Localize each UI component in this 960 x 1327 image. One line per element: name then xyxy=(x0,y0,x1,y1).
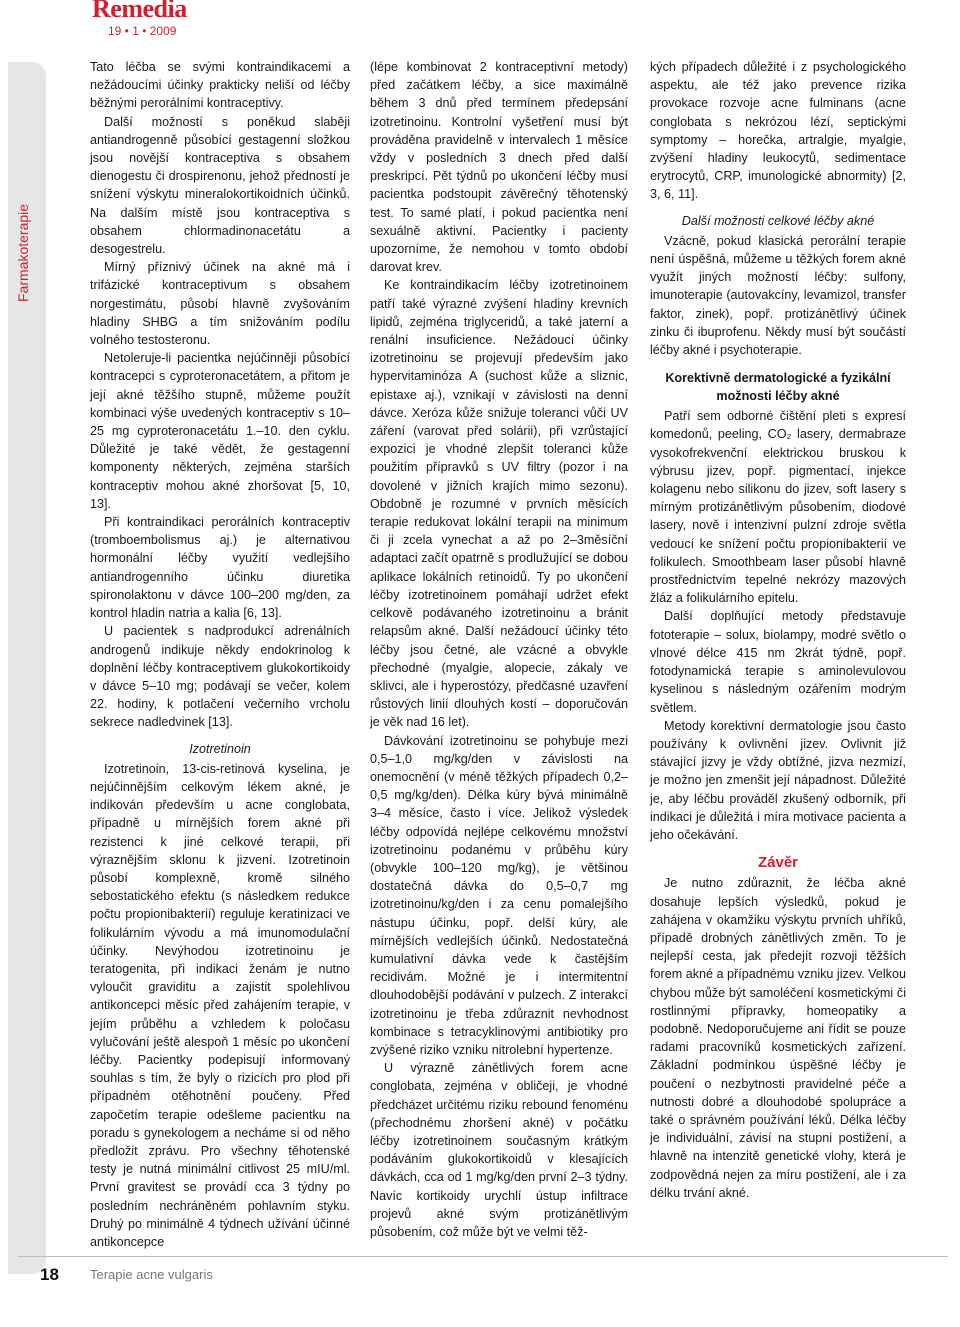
section-label xyxy=(13,203,33,302)
column-2 xyxy=(370,58,628,1241)
section-heading-izotretinoin: Izotretinoin xyxy=(189,741,251,756)
paragraph: Mírný příznivý účinek na akné má i trifázické kontraceptivum s obsahem norgestimátu, působí hlavně zvyšováním hladiny SHBG a tím snižováním podílu volného testosteronu. xyxy=(90,260,350,348)
paragraph: Je nutno zdůraznit, že léčba akné dosahuje lepších výsledků, pokud je zahájena v okamžiku výskytu prvních uhříků, případě drobných zánětlivých změn. To je nejlepší cesta, jak předejít rozvoji těžších forem akné a případnému vzniku jizev. Velkou chybou může být samoléčení kosmetickými či rostlinnými přípravky, homeopatiky a podobně. Nedoporučujeme ani řídit se pouze radami pracovníků kosmetických zařízení. Základní podmínkou úspěšné léčby je poučení o nezbytnosti pravidelné péče a nutnosti dobré a dlouhodobé spolupráce a také o správném používání léků. Délka léčby je individuální, závisí na stupni postižení, a hlavně na intenzitě genetické vlohy, která je zodpovědná nejen za míru postižení, ale i za délku trvání akné. xyxy=(650,876,906,1200)
column-1 xyxy=(90,58,350,1251)
paragraph: Další možností s poněkud slaběji antiandrogenně působící gestagenní složkou jsou novější kontraceptiva s obsahem dienogestu či drospirenonu, jehož předností je snížení výskytu mineralokortikoidních účinků. Na dalším místě jsou kontraceptiva s obsahem chlormadinonacetátu a desogestrelu. xyxy=(90,114,350,257)
page-footer xyxy=(18,1262,948,1292)
paragraph: (lépe kombinovat 2 kontraceptivní metody) před začátkem léčby, a sice maximálně během 3 dnů před termínem předepsání izotretinoinu. Kontrolní vyšetření musí být prováděna pravidelně v intervalech 1 měsíce vždy v posledních 3 dnech před další preskripcí. Pět týdnů po ukončení léčby musí pacientka podstoupit závěrečný těhotenský test. To samé platí, i pokud pacientka není sexuálně aktivní. Pacientky i pacienty upozorníme, že nemohou v tomto období darovat krev. xyxy=(370,60,628,275)
section-heading-korektivni: Korektivně dermatologické a fyzikální možnosti léčby akné xyxy=(665,371,891,404)
paragraph: Při kontraindikaci perorálních kontraceptiv (tromboembolismus aj.) je alternativou hormonální léčby využití vedlejšího antiandrogenního účinku diuretika spironolaktonu v dávce 100–200 mg/den, za kontrol hladin natria a kalia [6, 13]. xyxy=(90,515,350,621)
running-title: Terapie acne vulgaris xyxy=(90,1267,213,1282)
section-heading-zaver: Závěr xyxy=(757,854,799,872)
paragraph: U pacientek s nadprodukcí adrenálních androgenů indikuje někdy endokrinolog k doplnění léčby kontraceptivem glukokortikoidy v dávce 5–10 mg; podávají se večer, kolem 22. hodiny, k potlačení večerního vrcholu sekrece nadledvinek [13]. xyxy=(90,624,350,730)
paragraph: Izotretinoin, 13-cis-retinová kyselina, je nejúčinnějším celkovým lékem akné, je indikován především u acne conglobata, případně u mírnějších forem akné při rezistenci k jiné celkové terapii, při výraznějším sklonu k jizvení. Izotretinoin působí komplexně, kromě silného sebostatického efektu (s následkem redukce počtu propionibakterií) reguluje keratinizaci ve folikulárním vývodu a má imunomodulační účinky. Nevýhodou izotretinoinu je teratogenita, při indikaci ženám je nutno vyloučit graviditu a zajistit spolehlivou antikoncepci měsíc před zahájením terapie, v jejím průběhu a vzhledem k poločasu vylučování ještě alespoň 1 měsíc po ukončení léčby. Pacientky podepisují informovaný souhlas s tím, že byly o rizicích pro plod při případném otěhotnění poučeny. Před započetím terapie odešleme pacientku na poradu s gynekologem a necháme si od něho předložit zprávu. Pro všechny těhotenské testy je nutná minimální citlivost 25 mIU/ml. První gravitest se provádí cca 3 týdny po posledním nechráněném pohlavním styku. Druhý po minimálně 4 týdnech užívání účinné antikoncepce xyxy=(90,761,350,1249)
paragraph: Patří sem odborné čištění pleti s expresí komedonů, peeling, CO₂ lasery, dermabraze vysokofrekvenční elektrickou bruskou k výbrusu jizev, popř. pigmentací, injekce kolagenu nebo silikonu do jizev, soft lasery s mírným protizánětlivým působením, diodové lasery, nově i intenzivní pulzní zdroje světla vedoucí ke snížení počtu propionibakterií ve folikulech. Smoothbeam laser působí hlavně prostřednictvím tepelné nekrózy mazových žláz a folikulárního epitelu. xyxy=(650,409,906,606)
column-3 xyxy=(650,58,906,1202)
paragraph: Netoleruje-li pacientka nejúčinněji působící kontracepci s cyproteronacetátem, a přitom je její akné těžšího stupně, můžeme použít kombinaci výše uvedených kontraceptiv s 10–25 mg cyproteronacetátu 1.–10. den cyklu. Důležité je také vědět, že gestagenní komponenty některých, zejména starších kontraceptiv mohou akné zhoršovat [5, 10, 13]. xyxy=(90,351,350,511)
paragraph: Metody korektivní dermatologie jsou často používány k ovlivnění jizev. Ovlivnit již stávající jizvy je vždy obtížné, jizva nezmizí, je možno jen zmenšit její nápadnost. Důležité je, aby léčbu prováděl zkušený odborník, při indikaci je důležitá i míra motivace pacienta a jeho očekávání. xyxy=(650,718,906,842)
issue-number: 19 • 1 • 2009 xyxy=(108,24,177,38)
paragraph: Ke kontraindikacím léčby izotretinoinem patří také výrazné zvýšení hladiny krevních lipidů, zejména triglyceridů, a také jaterní a renální insuficience. Nežádoucí účinky izotretinoinu se projevují především jako hypervitaminóza A (suchost kůže a sliznic, epistaxe aj.), vznikají v závislosti na denní dávce. Xeróza kůže snižuje toleranci vůči UV záření (varovat před solárii), při vzrůstající expozici je vhodné zlepšit toleranci kůže použitím přípravků s UV filtry (pozor i na dovolené v jižních krajích mimo sezonu). Obdobně je rozumné v prvních měsících terapie redukovat lokální terapii na minimum či ji zcela vynechat a až po 2–3měsíční adaptaci začít opatrně s prodlužující se dobou aplikace lokálních retinoidů. Ty po ukončení léčby izotretinoinem pomáhají udržet efekt celkově podávaného izotretinoinu a bránit relapsům akné. Další nežádoucí účinky této léčby jsou četné, ale vzácné a obvykle přechodné (myalgie, alopecie, zákaly ve sklivci, ale i hyperostózy, předčasné uzavření růstových linií dlouhých kostí – doporučován je věk nad 16 let). xyxy=(370,278,628,730)
brand-logo: Remedia xyxy=(92,0,187,23)
paragraph: Vzácně, pokud klasická perorální terapie není úspěšná, můžeme u těžkých forem akné využít jiných možností léčby: sulfony, imunoterapie (autovakcíny, levamizol, transfer faktor, zinek), popř. protizánětlivý účinek zinku či ibuprofenu. Někdy musí být součástí léčby akné i psychoterapie. xyxy=(650,233,906,358)
paragraph: Další doplňující metody představuje fototerapie – solux, biolampy, modré světlo o vlnové délce 415 nm 2krát týdně, popř. fotodynamická terapie s aminolevulovou kyselinou s následným ozářením modrým světlem. xyxy=(650,609,906,715)
page-number: 18 xyxy=(40,1265,59,1284)
paragraph: kých případech důležité i z psychologického aspektu, ale též jako prevence rizika provokace rozvoje acne fulminans (acne conglobata s nekrózou lézí, septickými symptomy – horečka, artralgie, myalgie, zvýšení hladiny leukocytů, sedimentace erytrocytů, CRP, imunologické abnormity) [2, 3, 6, 11]. xyxy=(650,60,906,202)
section-label-text: Farmakoterapie xyxy=(15,203,31,302)
section-heading-dalsi: Další možnosti celkové léčby akné xyxy=(681,213,875,228)
paragraph: Dávkování izotretinoinu se pohybuje mezi 0,5–1,0 mg/kg/den v závislosti na onemocnění (v méně těžkých případech 0,2–0,5 mg/kg/den). Délka kúry bývá minimálně 3–4 měsíce, často i více. Jelikož výsledek léčby odpovídá nejlépe celkovému množství izotretinoinu podanému v průběhu kúry (obvykle 100–120 mg/kg), je většinou dostatečná dávka do 0,5–0,7 mg izotretinoinu/kg/den i za cenu pomalejšího nástupu účinku, popř. delší kúry, ale mírnějších vedlejších účinků. Nedostatečná kumulativní dávka vede k častějším recidivám. Možné je i intermitentní dlouhodobější podávání v pulzech. Z interakcí izotretinoinu je třeba zdůraznit nevhodnost kombinace s tetracyklinovými antibiotiky pro zvýšené riziko vzniku nitrolební hypertenze. xyxy=(370,733,628,1057)
paragraph: U výrazně zánětlivých forem acne conglobata, zejména v obličeji, je vhodné předcházet určitému riziku rebound fenoménu (přechodnému zhoršení akné) v počátku léčby izotretinoinem současným krátkým podáváním glukokortikoidů v klesajících dávkách, cca od 1 mg/kg/den první 2–3 týdny. Navíc kortikoidy urychlí ústup infiltrace projevů akné svým protizánětlivým působením, což může být ve velmi těž- xyxy=(370,1061,628,1239)
footer-rule xyxy=(18,1256,948,1257)
paragraph: Tato léčba se svými kontraindikacemi a nežádoucími účinky prakticky neliší od léčby běžnými perorálními kontraceptivy. xyxy=(90,60,350,111)
